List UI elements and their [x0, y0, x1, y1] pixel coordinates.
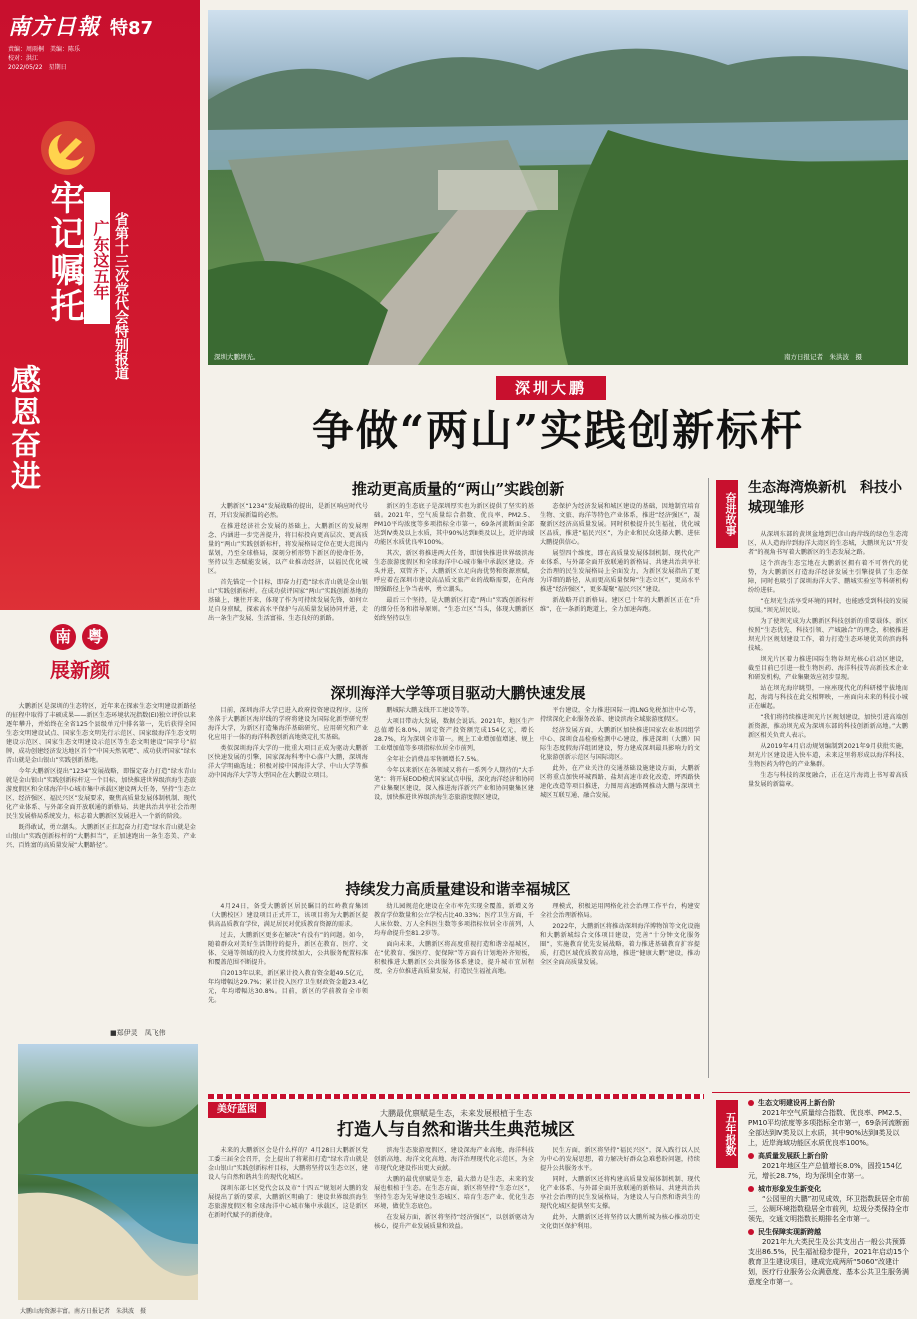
top-photo-caption-left: 深圳大鹏坝光。 — [214, 353, 260, 361]
paragraph: 在推进经济社会发展的基础上，大鹏新区的发展理念、内涵进一步完善提升，将目标投向更高层次、更高质量的“两山”实践创新标杆，将发展格局定位在更大范围内谋划，乃至全球格局，深刻分析形势下新区的使命任务，坚持以生态赋能发展，以产业推动经济，以福民优化城区。 — [208, 523, 368, 575]
bullet-icon — [748, 1229, 754, 1235]
blueprint-col-2 — [374, 1146, 534, 1312]
top-photo-caption-right: 南方日报记者 朱洪波 摄 — [784, 353, 862, 361]
paragraph: 新区的生态底子是深圳厚实也为新区提供了坚实的基础。2021年，空气质量综合指数、优良率、PM2.5、PM10平均浓度等多项指标全市第一，69条河流断面全部达到Ⅳ类及以上水质，其中90%达到Ⅱ类及以上，近岸海域功能区水质优良率100%。 — [374, 503, 534, 546]
blueprint-headline: 打造人与自然和谐共生典范城区 — [337, 1120, 575, 1140]
left-byline: ■郑伊灵 凤飞伟 — [110, 1029, 166, 1037]
bullet-icon — [748, 1153, 754, 1159]
data-item-body: “公园里的大鹏”初见成效，环卫指数跃居全市前三，公厕环境指数稳居全市前列，垃圾分类保持全市领先，交通文明指数长期排名全市第一。 — [748, 1195, 910, 1223]
paragraph: 大项目带动大发展，数据会说话。2021年，地区生产总值增长8.0%，固定资产投资额完成154亿元，增长28.7%，均为深圳全市第一。规上工业增加值增速、规上工业增加值等多项指标位居全市前列， — [374, 718, 534, 752]
paragraph: 其次，新区将推进两大任务，即加快推进世界级滨海生态旅游度假区和全球海洋中心城市集中承载区建设。齐头并进，双管齐下，大鹏新区立足向海优势和资源禀赋，呼应着在深圳市建设高品质文旅产业的战略需要，在向海图强路径上争当表率，勇立潮头。 — [374, 550, 534, 593]
issue-date: 2022/05/22 星期日 — [8, 64, 67, 71]
top-aerial-photo — [208, 10, 908, 365]
headline-remember: 牢记嘱托 — [44, 180, 84, 324]
brand-char-1: 南 — [50, 624, 76, 650]
paragraph: 首先锚定一个目标，即奋力打造“绿水青山就是金山银山”实践创新标杆。在成功获评国家“两山”实践创新基地的基础上，继往开来，体现了作为可持续发展先锋，如何立足自身禀赋，探索高水平保护与高质量发展协同并进，走出一条生产发展、生活富裕、生态良好的新路。 — [208, 579, 368, 622]
paragraph: 此外，大鹏新区还将坚持以大鹏所城为核心推动历史文化街区保护利用。 — [540, 1214, 700, 1230]
feature-tag: 奋进故事 — [716, 480, 738, 548]
paragraph: 2022年，大鹏新区将推动深圳海洋博物馆等文化设施和大鹏新城综合文体项目建设，完善“十分钟文化服务圈”，实施教育优先发展战略，着力推进基础教育扩容提质，打造区域优质教育高地，推进“健康大鹏”建设，推动全区全面高质量发展。 — [540, 923, 700, 966]
paragraph: 为了使坝光成为大鹏新区科技创新的重要载体，新区按照“生态优先、科技引领、产城融合”的理念，积极推进坝光片区规划建设工作，着力打造生态环境优美的滨海科技城。 — [748, 618, 908, 652]
bottom-photo-caption: 大鹏山海资源丰富。南方日报记者 朱洪波 摄 — [20, 1308, 147, 1315]
paragraph: 民生方面，新区将坚持“福民兴区”，深入践行以人民为中心的发展思想，着力解决好群众急难愁盼问题，持续提升公共服务水平。 — [540, 1147, 700, 1172]
paragraph: 过去，大鹏新区更多在解决“有没有”的问题。如今，随着群众对美好生活期待的提升，新区在教育、医疗、文体、交通等领域的投入力度持续加大，公共服务配置标准和覆盖范围不断提升。 — [208, 932, 368, 966]
paragraph: 生态与科技的深度融合，正在这片海湾上书写着高质量发展的新篇章。 — [748, 772, 908, 788]
newspaper-masthead: 南方日報 — [8, 14, 101, 40]
paragraph: 坝光片区着力推进国际生物谷坝光核心启动区建设，截至目前已引进一批生物医药、海洋科技等高新技术企业和研发机构，产业集聚效应初步显现。 — [748, 656, 908, 681]
paragraph: 此外，在产业关注的交通基础设施建设方面，大鹏新区将重点加快环城西路、盐坝高速市政化改造、坪西路快速化改造等项目推进，力图用高速路网推动大鹏与深圳主城区互联互通、融合发展。 — [540, 765, 700, 799]
brand-char-2: 粤 — [82, 624, 108, 650]
series-subtitle: 省第十三次党代会特别报道 — [113, 212, 129, 380]
section-3-col-3 — [540, 902, 700, 1088]
blueprint-col-3 — [540, 1146, 700, 1312]
paragraph: 大鹏的最优禀赋是生态，最大潜力是生态，未来的发展也根植于生态。在生态方面，新区将坚持“生态立区”，坚持生态为先导建设生态城区、培育生态产业、优化生态环境，做优生态底色。 — [374, 1176, 534, 1210]
paragraph: 从2019年4月启动规划编制到2021年9月获批实施，坝光片区建设进入快车道，未来这里将形成以海洋科技、生物医药为特色的产业集群。 — [748, 743, 908, 768]
kicker-label: 深圳大鹏 — [496, 376, 606, 400]
paragraph: 平台建设，全力推进国际一流LNG免税加注中心等，持续深化企业服务改革、建设滨海全域旅游度假区。 — [540, 707, 700, 723]
paragraph: 既得敢试，勇立潮头。大鹏新区正扛起奋力打造“绿水青山就是金山银山”实践创新标杆的“大鹏担当”，正加速跑出一条生态美、产业兴、百姓富的高质量发展“大鹏路径”。 — [6, 824, 196, 849]
section-2-title: 深圳海洋大学等项目驱动大鹏快速发展 — [330, 684, 586, 702]
paragraph: 自2013年以来，新区累计投入教育资金超49.5亿元，年均增幅达29.7%；累计投入医疗卫生财政资金超23.4亿元，年均增幅达30.8%。目前，新区的学前教育全市领先。 — [208, 970, 368, 1004]
paragraph: 滨海生态旅游度假区，建设深海产业高地、海洋科技创新高地、海洋文化高地、海洋治理现代化示范区，为全市现代化建设作出更大贡献。 — [374, 1147, 534, 1172]
paragraph: 全年社会消费品零售额增长7.5%。 — [386, 756, 483, 763]
main-headline: 争做“两山”实践创新标杆 — [311, 406, 805, 455]
paragraph: 大鹏新区“1234”发展战略的提出，是新区响应时代号召，开启发展新篇的必然。 — [208, 503, 368, 519]
data-box-tag: 五年报数 — [716, 1100, 738, 1168]
section-2-col-2 — [374, 706, 534, 874]
paragraph: 深圳东部七区党代会以及市“十四五”规划对大鹏的发展提出了新的要求，大鹏新区明确了：建设世界级滨海生态旅游度假区和全球海洋中心城市集中承载区，这是新区在新时代赋予的新使命。 — [208, 1185, 368, 1219]
paragraph: 4月24日，备受大鹏新区居民瞩目的红岭教育集团（大鹏校区）建设项目正式开工，该项目将为大鹏新区提供高品质教育学位，满足居民对优质教育资源的需求。 — [208, 903, 368, 928]
page-number: 特87 — [110, 18, 154, 39]
proofreader-line: 校对：洪江 — [8, 55, 39, 62]
paragraph: 站在坝光海岸眺望，一座座现代化的科研楼宇拔地而起，海湾与科技在此交相辉映，一座面向未来的科技小城正在崛起。 — [748, 685, 908, 710]
blueprint-stripe — [208, 1094, 704, 1099]
column-divider — [708, 478, 709, 1078]
column-brand — [0, 610, 200, 690]
data-item-head: 高质量发展跃上新台阶 — [748, 1151, 910, 1161]
paragraph: “在坝光生活享受环境的同时，也能感受到科技的发展氛围。”坝光居民说。 — [748, 598, 908, 614]
section-2-col-1 — [208, 706, 368, 874]
party-emblem-icon — [40, 120, 96, 176]
section-1-col-1 — [208, 502, 368, 678]
paragraph: 幼儿园规范化建设在全市率先实现全覆盖，新增义务教育学位数量和公立学校占比40.33%；医疗卫生方面，千人床位数、万人全科医生数等多项指标位居全市前列，人均寿命提升至81.2岁等。 — [374, 903, 534, 937]
bullet-icon — [748, 1100, 754, 1106]
feature-article — [748, 530, 908, 1078]
paragraph: 类似深圳海洋大学的一批重大项目正成为驱动大鹏新区快速发展的引擎，国家深海科考中心落户大鹏，深圳海洋大学明确选址；积极对接中国海洋大学、中山大学等推动中国海洋大学等大型国企在大鹏设立项目。 — [208, 745, 368, 779]
blueprint-kicker: 大鹏最优禀赋是生态，未来发展根植于生态 — [380, 1109, 532, 1118]
section-3-col-2 — [374, 902, 534, 1088]
headline-gratitude: 感恩奋进 — [5, 364, 40, 492]
data-item-head: 城市形象发生新变化 — [748, 1184, 910, 1194]
special-report-banner — [0, 0, 200, 690]
paragraph: 在发展方面，新区将坚持“经济强区”，以创新驱动为核心，提升产业发展质量和效益。 — [374, 1214, 534, 1230]
section-1-col-2 — [374, 502, 534, 678]
data-item-head: 生态文明建设再上新台阶 — [748, 1098, 910, 1108]
editor-line: 责编：周雨桐 美编：陈乐 — [8, 46, 81, 53]
section-2-col-3 — [540, 706, 700, 874]
feature-title: 生态海湾焕新机 科技小城现雏形 — [748, 480, 902, 516]
paragraph: 今年以来新区在各领域又将有一系列令人期待的“大手笔”：将开展EOD模式国家试点申报，深化海洋经济和协同产业集聚区建设，深入推进海洋新兴产业和协同聚集区建设，加快推进世界级滨海生态旅游度假区建设， — [374, 767, 534, 801]
paragraph: “我们将持续推进坝光片区规划建设，加快引进高端创新资源，推动坝光成为深圳东部的科技创新新高地。”大鹏新区相关负责人表示。 — [748, 714, 908, 739]
paragraph: 未来的大鹏新区会是什么样的？4月28日大鹏新区党工委三届全会召开，会上提出了将紧扣打造“绿水青山就是金山银山”实践创新标杆目标，大鹏将坚持以生态立区，建设人与自然和谐共生的现代化城区。 — [208, 1147, 368, 1181]
section-3-title: 持续发力高质量建设和谐幸福城区 — [345, 880, 571, 898]
paragraph: 同时，大鹏新区还将构建高质量发展体制机制、现代化产业体系、与外部全面开放联通的新格局、共建共治共享社会治理的民生发展格局，为建设人与自然和谐共生的现代化城区提供坚实支撑。 — [540, 1176, 700, 1210]
paragraph: 这个滨海生态宝地在大鹏新区拥有着不可替代的优势，为大鹏新区打造海洋经济发展主引擎提供了生态保障，同时也吸引了深圳海洋大学、鹏城实验室等科研机构纷纷进驻。 — [748, 560, 908, 594]
section-1-col-3 — [540, 502, 700, 678]
paragraph: 经济发展方面，大鹏新区加快推进国家农业基因组学中心、深圳食品检验检测中心建设，推进深圳（大鹏）国际生态度假海洋组团建设，努力建成深圳最具影响力的文化旅游创新示范区与国际湾区。 — [540, 727, 700, 761]
paragraph: 大鹏新区是深圳的生态特区，近年来在探索生态文明建设新路径的征程中取得了丰硕成果——新区生态环境状况指数(EI)独立评价以来逐年攀升，并始终在全省125个县级单元中排名第一，先后获得全国生态文明建设试点、国家生态文明先行示范区、国家级海洋生态文明建设示范区、国家生态文明建设示范区等生态文明建设“国字号”招牌，成功创建经济发达地区首个“中国天然氧吧”、成功获评国家“绿水青山就是金山银山”实践创新基地。 — [6, 703, 196, 764]
blueprint-label: 美好蓝图 — [208, 1102, 266, 1118]
series-box: 广东这五年 — [84, 192, 110, 324]
five-years-data — [748, 1098, 910, 1313]
paragraph: 展望四个维度，即在高质量发展体制机制、现代化产业体系、与外部全面开放联通的新格局、共建共治共享社会治理的民生发展格局上全面发力，为新区发展指出了更为详细的路径，从而更高质量保障“生态立区”，更高水平推进“经济强区”，更多凝聚“福民兴区”建设。 — [540, 550, 700, 593]
paragraph: 理模式，积极运用网格化社会治理工作平台，构建安全社会治理新格局。 — [540, 903, 700, 919]
section-1-title: 推动更高质量的“两山”实践创新 — [351, 480, 565, 498]
data-item-body: 2021年地区生产总值增长8.0%，固投154亿元，增长28.7%，均为深圳全市第一。 — [748, 1162, 902, 1180]
bullet-icon — [748, 1186, 754, 1192]
paragraph: 今年大鹏新区提出“1234”发展战略，即锚定奋力打造“绿水青山就是金山银山”实践创新标杆这一个目标，加快推进世界级滨海生态旅游度假区和全球海洋中心城市集中承载区建设两大任务，坚持“生态立区、经济强区、福民兴区”发展要求，聚焦高质量发展体制机制、现代化产业体系、与外部全面开放联通的新格局、共建共治共享社会治理民生发展格局系统发力，标志着大鹏新区发展进入一个新的阶段。 — [6, 768, 196, 820]
paragraph: 鹏城际大鹏支线开工建设等等。 — [386, 707, 474, 714]
paragraph: 面向未来，大鹏新区将高度重视打造和谐幸福城区，在“优教育、强医疗、促保障”等方面有计划地补齐短板，积极推进大鹏新区公共服务体系建设，提升城市宜居程度，全方位推进高质量发展，打造民生福祉高地。 — [374, 941, 534, 975]
paragraph: 最后三个坚持，是大鹏新区打造“两山”实践创新标杆的细分任务和指导原则。“生态立区”当头，体现大鹏新区始终坚持以生 — [374, 597, 534, 622]
data-box-rule — [712, 1092, 910, 1093]
paragraph: 态保护为经济发展和城区建设的基础，因地制宜培育生物、文旅、海洋等特色产业体系，推进“经济强区”，凝聚新区经济高质量发展。同时积极提升民生福祉，优化城区品质，推进“福民兴区”，为企业和民众选择大鹏、进驻大鹏提供信心。 — [540, 503, 700, 546]
beach-photo — [18, 1044, 198, 1300]
data-item-body: 2021年九大类民生及公共支出占一般公共预算支出86.5%，民生福祉稳步提升，2021年启动15个教育卫生建设项目，建成完成两所“5060”改建计划，医疗行业服务公众满意度、基本公共卫生服务满意度全市第一。 — [748, 1238, 909, 1286]
section-3-col-1 — [208, 902, 368, 1088]
paragraph: 目前，深圳海洋大学已进入政府投资建设程序，这所坐落于大鹏新区海岸线的学府将建设为国际化新型研究型海洋大学，为新区打造集海洋基础研究、应用研究和产业化应用于一体的海洋科教创新高地奠定扎实基础。 — [208, 707, 368, 741]
data-item-body: 2021年空气质量综合指数、优良率、PM2.5、PM10平均浓度等多项指标全市第一，69条河流断面全部达到Ⅳ类及以上水质，其中90%达到Ⅱ类及以上，近岸海域功能区水质优良率100%。 — [748, 1109, 910, 1147]
brand-subtitle: 展新颜 — [50, 658, 110, 682]
blueprint-col-1 — [208, 1146, 368, 1312]
paragraph: 从深圳东部的黄坝盆地到巴彦山海岸线的绿色生态湾区，从人造海岸到海洋大湾区的生态城，大鹏坝光以“开发者”的视角书写着大鹏新区的生态发展之路。 — [748, 531, 908, 556]
left-intro-article — [6, 702, 196, 992]
data-item-head: 民生保障实现新跨越 — [748, 1227, 910, 1237]
paragraph: 新战略开启新格局。建区已十年的大鹏新区正在“升维”，在一条新的跑道上，全力加速奔跑。 — [540, 597, 700, 613]
